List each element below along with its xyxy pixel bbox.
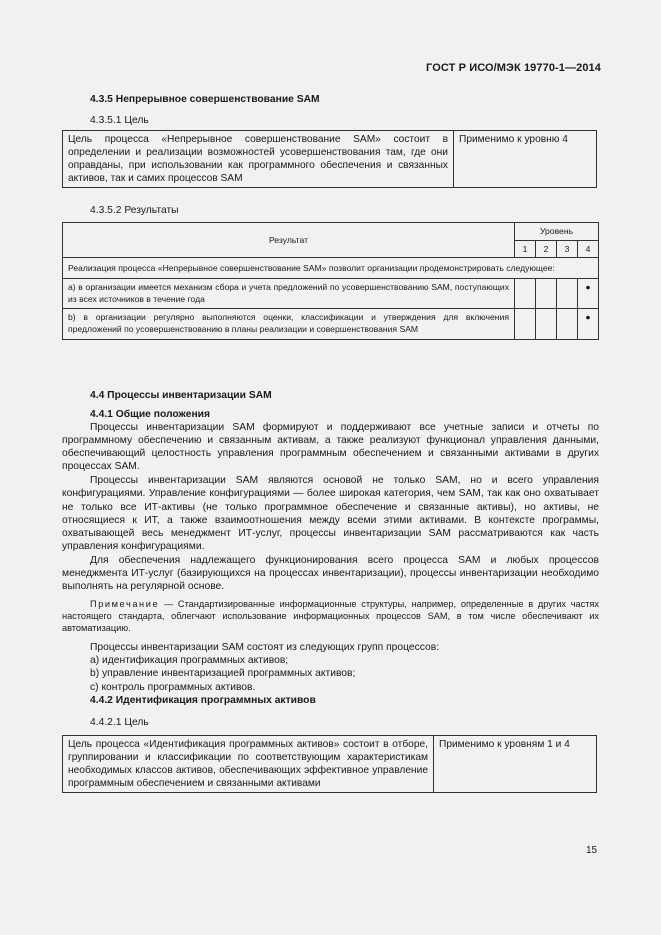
goal-table-4-4-2: [62, 735, 597, 793]
goal-level-cell: Применимо к уровням 1 и 4: [434, 736, 597, 793]
section-4-4-heading: 4.4 Процессы инвентаризации SAM: [90, 390, 272, 401]
list-item: а) идентификация программных активов;: [90, 655, 289, 667]
list-item: с) контроль программных активов.: [90, 681, 256, 693]
subsection-4-4-1-heading: 4.4.1 Общие положения: [90, 409, 210, 420]
level-2-header: 2: [536, 240, 557, 258]
level-column-header: Уровень: [515, 223, 599, 241]
subsection-4-3-5-1-heading: 4.3.5.1 Цель: [90, 115, 149, 126]
level-3-header: 3: [557, 240, 578, 258]
result-b-text: b) в организации регулярно выполняются оценки, классификации и утверждения для включения предложений по усовершенствованию в планы реализации и совершенствования SAM: [63, 308, 515, 339]
level-4-header: 4: [578, 240, 599, 258]
section-4-3-5-heading: 4.3.5 Непрерывное совершенствование SAM: [90, 94, 320, 105]
note-text: — Стандартизированные информационные структуры, например, определенные в других частях настоящего стандарта, облегчают использование информационных процессов SAM, в том числе обеспечивают их автоматизацию.: [62, 599, 599, 634]
result-b-level-4-mark: ●: [578, 308, 599, 339]
result-column-header: Результат: [63, 223, 515, 258]
paragraph: Процессы инвентаризации SAM формируют и поддерживают все учетные записи и отчеты по программному обеспечению и связанным активам, а также реализуют функционал управления данными, обеспечивающий целостность управления программным обеспечением и связанными активами в других процессах SAM.: [62, 422, 599, 473]
subsection-4-4-2-heading: 4.4.2 Идентификация программных активов: [90, 694, 316, 706]
goal-text-cell: Цель процесса «Идентификация программных активов» состоит в отборе, группировании и классификации по соответствующим характеристикам необходимых классов активов, обеспечивающих эффективное управление программным обеспечением и связанными активами: [63, 736, 434, 793]
table-row: [63, 308, 599, 339]
result-a-text: а) в организации имеется механизм сбора и учета предложений по усовершенствованию SAM, поступающих из всех источников в течение года: [63, 279, 515, 308]
level-1-header: 1: [515, 240, 536, 258]
page-number: 15: [586, 845, 598, 856]
table-row: [63, 279, 599, 308]
result-a-level-4-mark: ●: [578, 279, 599, 308]
document-id: ГОСТ Р ИСО/МЭК 19770-1—2014: [426, 62, 601, 74]
goal-table-4-3-5: [62, 130, 597, 188]
results-table-4-3-5: [62, 222, 599, 340]
subsection-4-3-5-2-heading: 4.3.5.2 Результаты: [90, 205, 179, 216]
note-paragraph: [62, 598, 599, 634]
paragraph: Процессы инвентаризации SAM состоят из следующих групп процессов:: [90, 642, 440, 654]
list-item: b) управление инвентаризацией программных активов;: [90, 668, 356, 680]
subsection-4-4-2-1-heading: 4.4.2.1 Цель: [90, 717, 149, 728]
note-label: Примечание: [90, 599, 160, 610]
goal-text-cell: Цель процесса «Непрерывное совершенствование SAM» состоит в определении и реализации возможностей усовершенствования там, где они оправданы, при использовании как программного обеспечения и связанных активов, так и самих процессов SAM: [63, 131, 454, 188]
paragraph: Для обеспечения надлежащего функционирования всего процесса SAM и любых процессов менеджмента ИТ-услуг (базирующихся на процессах инвентаризации), процессы инвентаризации необходимо выполнять на регулярной основе.: [62, 554, 599, 593]
results-intro-row: Реализация процесса «Непрерывное совершенствование SAM» позволит организации продемонстрировать следующее:: [63, 258, 599, 279]
paragraph: Процессы инвентаризации SAM являются основой не только SAM, но и всего управления конфигурациями. Управление конфигурациями — более широкая категория, чем SAM, так как оно охватывает не только все ИТ-активы (не только программное обеспечение и связанные активы), но активы, не относящиеся к ИТ, а также взаимоотношения между всеми этими активами. В контексте программы, охватывающей весь менеджмент ИТ-услуг, процессы инвентаризации SAM рассматриваются как часть управления конфигурациями.: [62, 475, 599, 552]
goal-level-cell: Применимо к уровню 4: [454, 131, 597, 188]
